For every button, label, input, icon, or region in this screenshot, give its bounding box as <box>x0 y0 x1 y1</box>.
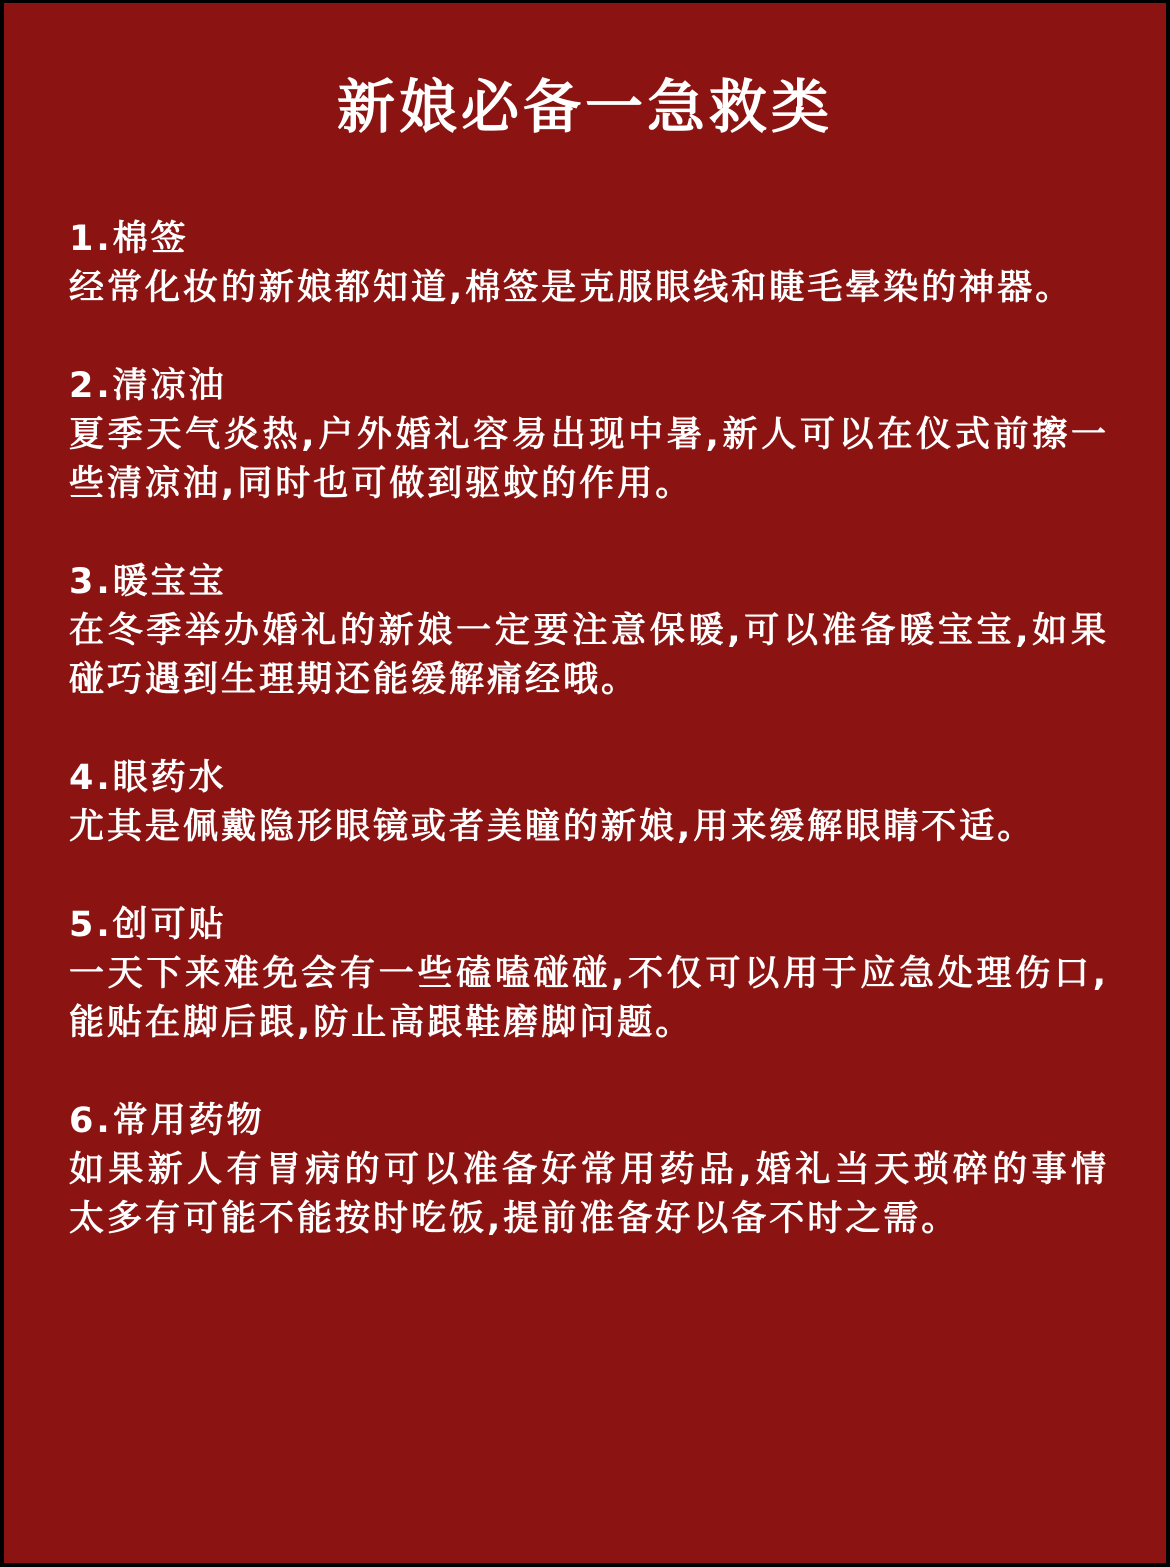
list-item-eye-drops <box>69 754 1109 852</box>
item-heading: 4.眼药水 <box>69 758 227 798</box>
list-item-cotton-swab <box>69 215 1109 313</box>
first-aid-list <box>69 215 1109 1293</box>
list-item-heat-pack <box>69 558 1109 705</box>
item-description: 如果新人有胃病的可以准备好常用药品,婚礼当天琐碎的事情太多有可能不能按时吃饭,提前准备好以备不时之需。 <box>69 1150 1109 1239</box>
list-item-common-medicine <box>69 1097 1109 1244</box>
item-description: 在冬季举办婚礼的新娘一定要注意保暖,可以准备暖宝宝,如果碰巧遇到生理期还能缓解痛经哦。 <box>69 611 1109 700</box>
page-title: 新娘必备一急救类 <box>336 73 833 141</box>
list-item-cooling-balm <box>69 362 1109 509</box>
item-heading: 5.创可贴 <box>69 905 227 945</box>
item-heading: 1.棉签 <box>69 219 189 259</box>
item-description: 夏季天气炎热,户外婚礼容易出现中暑,新人可以在仪式前擦一些清凉油,同时也可做到驱蚊的作用。 <box>69 415 1109 504</box>
item-heading: 6.常用药物 <box>69 1101 265 1141</box>
item-heading: 2.清凉油 <box>69 366 227 406</box>
item-heading: 3.暖宝宝 <box>69 562 227 602</box>
list-item-bandage <box>69 901 1109 1048</box>
item-description: 尤其是佩戴隐形眼镜或者美瞳的新娘,用来缓解眼睛不适。 <box>69 807 1036 847</box>
document-page <box>4 3 1166 1563</box>
item-description: 经常化妆的新娘都知道,棉签是克服眼线和睫毛晕染的神器。 <box>69 268 1074 308</box>
item-description: 一天下来难免会有一些磕嗑碰碰,不仅可以用于应急处理伤口,能贴在脚后跟,防止高跟鞋磨脚问题。 <box>69 954 1109 1043</box>
